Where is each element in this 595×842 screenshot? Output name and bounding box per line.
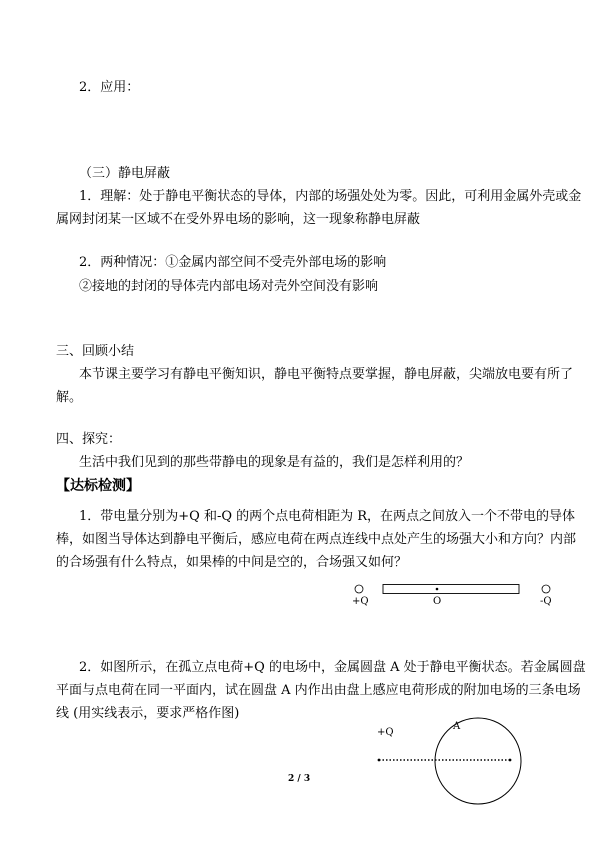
test-title: 【达标检测】 — [56, 478, 140, 494]
shielding-understanding-line2: 属网封闭某一区域不在受外界电场的影响，这一现象称静电屏蔽 — [56, 212, 421, 227]
fig1-center-o-label: O — [433, 596, 442, 607]
review-title: 三、回顾小结 — [56, 344, 135, 359]
shielding-understanding-line1: 1．理解：处于静电平衡状态的导体，内部的场强处处为零。因此，可利用金属外壳或金 — [79, 189, 582, 204]
fig2-disk-a-label: A — [453, 721, 461, 732]
shielding-cases-line1: 2．两种情况：①金属内部空间不受壳外部电场的影响 — [79, 255, 387, 270]
q1-line3: 的合场强有什么特点，如果棒的中间是空的，合场强又如何？ — [56, 555, 408, 570]
q2-line1: 2．如图所示，在孤立点电荷+Q 的电场中，金属圆盘 A 处于静电平衡状态。若金属圆盘 — [79, 660, 586, 675]
q2-line2: 平面与点电荷在同一平面内，试在圆盘 A 内作出由盘上感应电荷形成的附加电场的三条电场 — [56, 683, 581, 698]
metal-disk-a — [435, 718, 521, 804]
fig1-plus-q-label: +Q — [352, 596, 369, 607]
fig1-minus-q-label: -Q — [540, 596, 552, 607]
q1-line2: 棒，如图当导体达到静电平衡后，感应电荷在两点连线中点处产生的场强大小和方向？内部 — [56, 532, 577, 547]
application-heading: 2．应用： — [79, 80, 140, 95]
q1-line1: 1．带电量分别为+Q 和-Q 的两个点电荷相距为 R，在两点之间放入一个不带电的导体 — [79, 509, 576, 524]
section-title-electrostatic-shielding: （三）静电屏蔽 — [79, 166, 171, 181]
disk-center-dot — [509, 759, 512, 762]
fig2-plus-q-label: +Q — [377, 727, 394, 738]
shielding-cases-line2: ②接地的封闭的导体壳内部电场对壳外空间没有影响 — [79, 279, 379, 294]
q2-line3: 线 (用实线表示，要求严格作图) — [56, 706, 240, 721]
explore-line1: 生活中我们见到的那些带静电的现象是有益的，我们是怎样利用的？ — [79, 455, 470, 470]
page-number: 2 / 3 — [288, 774, 311, 784]
review-line2: 解。 — [56, 390, 83, 405]
explore-title: 四、探究： — [56, 432, 122, 447]
review-line1: 本节课主要学习有静电平衡知识，静电平衡特点要掌握，静电屏蔽，尖端放电要有所了 — [79, 367, 574, 382]
